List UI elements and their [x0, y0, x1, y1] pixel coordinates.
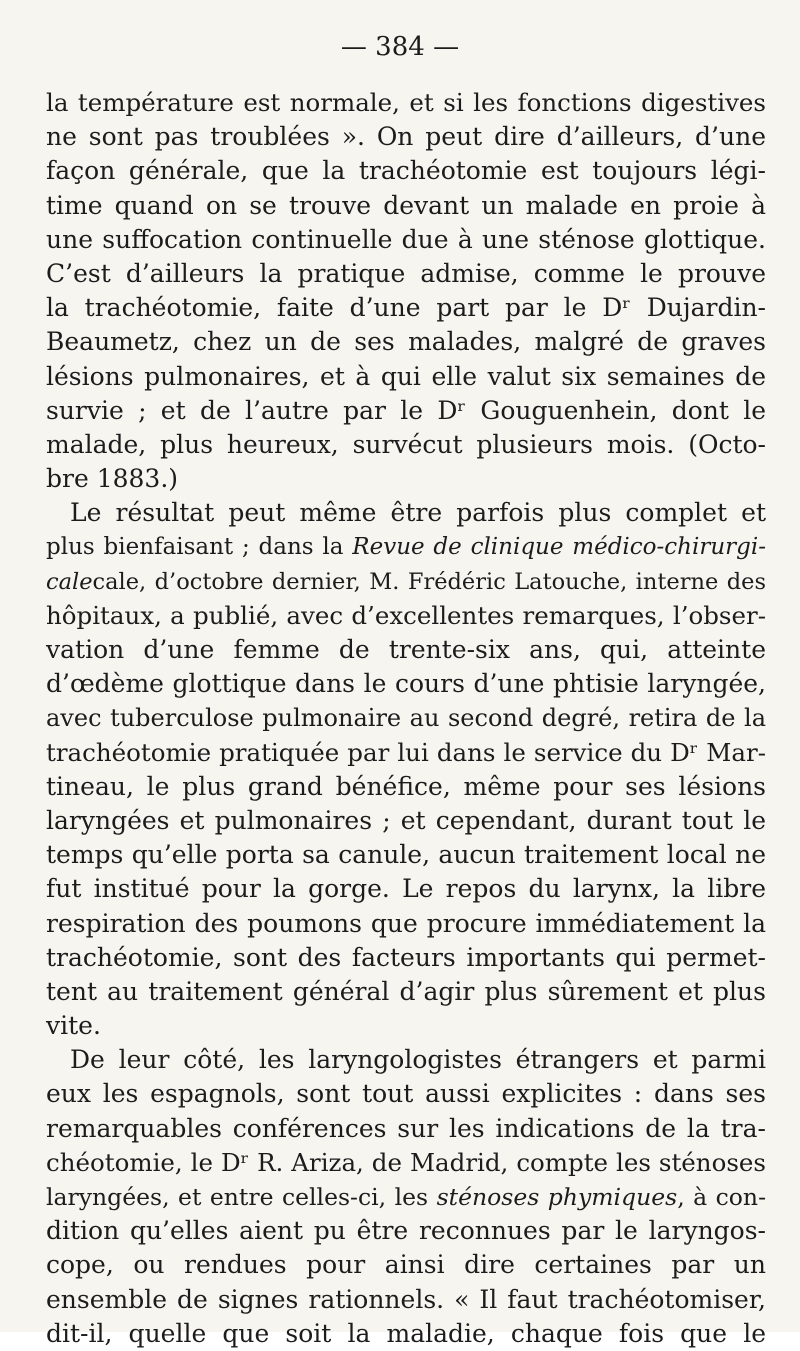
text-line-mixed — [46, 530, 766, 564]
text-line: chéotomie, le Dʳ R. Ariza, de Madrid, compte les sténoses — [46, 1147, 766, 1177]
text-line: temps qu’elle porta sa canule, aucun traitement local ne — [46, 840, 766, 870]
text-line: time quand on se trouve devant un malade en proie à — [46, 190, 766, 220]
text-line: survie ; et de l’autre par le Dʳ Gouguenhein, dont le — [46, 395, 766, 425]
text-line: ne sont pas troublées ». On peut dire d’ailleurs, d’une — [46, 122, 766, 152]
text-line: De leur côté, les laryngologistes étrangers et parmi — [70, 1045, 766, 1075]
text-line: laryngées et pulmonaires ; et cependant, durant tout le — [46, 805, 766, 835]
journal-title: Revue de clinique médico-chirurgi- — [352, 534, 766, 561]
text-line: malade, plus heureux, survécut plusieurs mois. (Octo- — [46, 429, 766, 459]
text-line: vite. — [46, 1011, 101, 1041]
text-line: une suffocation continuelle due à une sténose glottique. — [46, 224, 766, 254]
text-segment: plus bienfaisant ; dans la — [46, 534, 353, 561]
text-line: trachéotomie pratiquée par lui dans le service du Dʳ Mar- — [46, 737, 766, 767]
text-line: respiration des poumons que procure immédiatement la — [46, 908, 766, 938]
text-line: façon générale, que la trachéotomie est toujours légi- — [46, 156, 766, 186]
text-line: trachéotomie, sont des facteurs importants qui permet- — [46, 942, 766, 972]
text-line: ensemble de signes rationnels. « Il faut trachéotomiser, — [46, 1284, 766, 1314]
text-line: dit-il, quelle que soit la maladie, chaque fois que le — [46, 1318, 766, 1348]
text-line: d’œdème glottique dans le cours d’une phtisie laryngée, — [46, 669, 766, 699]
text-segment: cale, d’octobre dernier, M. Frédéric Latouche, interne des — [92, 568, 766, 595]
text-line: la trachéotomie, faite d’une part par le Dʳ Dujardin- — [46, 293, 766, 323]
text-line: tent au traitement général d’agir plus sûrement et plus — [46, 976, 766, 1006]
text-line: dition qu’elles aient pu être reconnues par le laryngos- — [46, 1216, 766, 1246]
text-line: la température est normale, et si les fonctions digestives — [46, 88, 766, 117]
journal-title-end: cale — [46, 568, 93, 595]
text-segment: , à con- — [677, 1183, 767, 1211]
text-segment: laryngées, et entre celles-ci, les — [46, 1183, 437, 1211]
text-line: Le résultat peut même être parfois plus complet et — [70, 498, 766, 528]
text-line: tineau, le plus grand bénéfice, même pour ses lésions — [46, 771, 766, 801]
page-number: — 384 — — [340, 32, 460, 62]
text-line: fut institué pour la gorge. Le repos du larynx, la libre — [46, 874, 766, 904]
text-line: C’est d’ailleurs la pratique admise, comme le prouve — [46, 258, 766, 288]
text-line: eux les espagnols, sont tout aussi explicites : dans ses — [46, 1079, 766, 1109]
text-line: bre 1883.) — [46, 464, 179, 494]
text-line-mixed — [46, 1180, 766, 1214]
text-line: lésions pulmonaires, et à qui elle valut six semaines de — [46, 361, 766, 391]
text-line: cope, ou rendues pour ainsi dire certaines par un — [46, 1250, 766, 1280]
text-line: remarquables conférences sur les indications de la tra- — [46, 1113, 766, 1143]
body-text — [46, 86, 766, 1351]
text-line: Beaumetz, chez un de ses malades, malgré de graves — [46, 327, 766, 357]
text-line: avec tuberculose pulmonaire au second degré, retira de la — [46, 704, 766, 733]
text-line-mixed — [46, 565, 766, 599]
text-line: hôpitaux, a publié, avec d’excellentes remarques, l’obser- — [46, 600, 766, 630]
italic-term: sténoses phymiques — [436, 1183, 678, 1211]
text-line: vation d’une femme de trente-six ans, qui, atteinte — [46, 635, 766, 664]
